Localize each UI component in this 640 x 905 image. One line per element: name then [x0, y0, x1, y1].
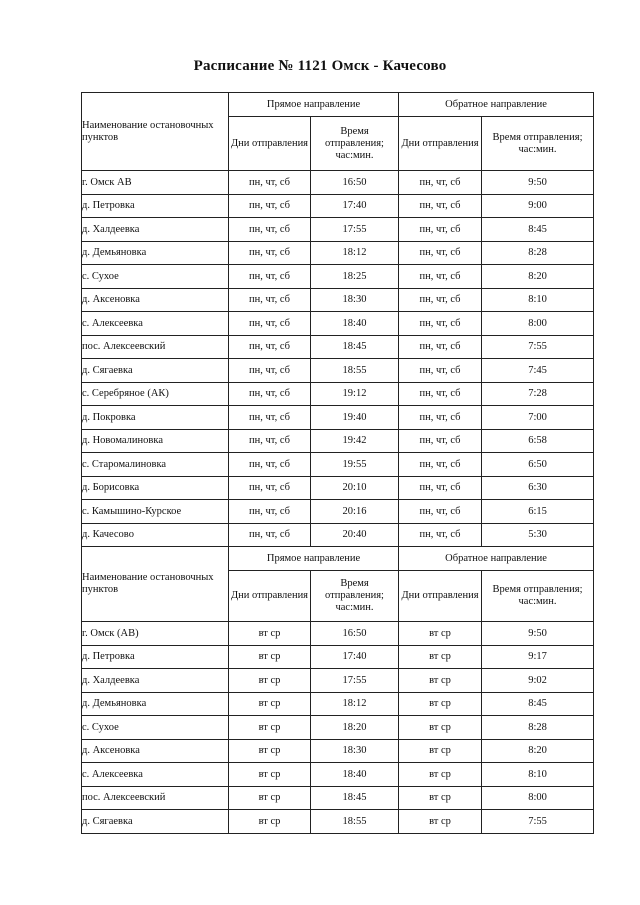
- days-reverse-cell: пн, чт, сб: [399, 476, 482, 500]
- days-reverse-cell: вт ср: [399, 786, 482, 810]
- stop-name-cell: д. Демьяновка: [82, 241, 229, 265]
- stop-name-cell: с. Серебряное (АК): [82, 382, 229, 406]
- time-forward-cell: 18:30: [311, 288, 399, 312]
- time-reverse-cell: 7:28: [482, 382, 594, 406]
- time-reverse-cell: 7:55: [482, 335, 594, 359]
- time-reverse-cell: 5:30: [482, 523, 594, 547]
- table-row: [82, 692, 594, 716]
- days-forward-cell: вт ср: [229, 810, 311, 834]
- table-row: [82, 739, 594, 763]
- days-reverse-cell: пн, чт, сб: [399, 359, 482, 383]
- days-forward-cell: пн, чт, сб: [229, 194, 311, 218]
- days-forward-cell: пн, чт, сб: [229, 171, 311, 195]
- stop-name-cell: с. Алексеевка: [82, 763, 229, 787]
- time-reverse-cell: 8:28: [482, 716, 594, 740]
- header-time-forward: Время отправления; час:мин.: [311, 117, 399, 171]
- stop-name-cell: д. Демьяновка: [82, 692, 229, 716]
- time-forward-cell: 18:25: [311, 265, 399, 289]
- table-row: [82, 335, 594, 359]
- days-forward-cell: вт ср: [229, 763, 311, 787]
- time-reverse-cell: 9:00: [482, 194, 594, 218]
- time-forward-cell: 18:40: [311, 763, 399, 787]
- time-reverse-cell: 7:45: [482, 359, 594, 383]
- time-forward-cell: 16:50: [311, 171, 399, 195]
- days-reverse-cell: пн, чт, сб: [399, 288, 482, 312]
- table-row: [82, 382, 594, 406]
- days-forward-cell: пн, чт, сб: [229, 453, 311, 477]
- stop-name-cell: с. Камышино-Курское: [82, 500, 229, 524]
- schedule-body: [82, 93, 594, 834]
- time-forward-cell: 18:55: [311, 810, 399, 834]
- days-forward-cell: вт ср: [229, 716, 311, 740]
- days-forward-cell: вт ср: [229, 645, 311, 669]
- days-forward-cell: вт ср: [229, 692, 311, 716]
- header-stop-name: Наименование остановочных пунктов: [82, 93, 229, 171]
- days-forward-cell: пн, чт, сб: [229, 288, 311, 312]
- stop-name-cell: с. Алексеевка: [82, 312, 229, 336]
- header-time-reverse-2: Время отправления; час:мин.: [482, 571, 594, 622]
- table-row: [82, 288, 594, 312]
- table-row: [82, 810, 594, 834]
- time-reverse-cell: 8:28: [482, 241, 594, 265]
- days-forward-cell: вт ср: [229, 669, 311, 693]
- table-row: [82, 312, 594, 336]
- header-row-directions: [82, 93, 594, 117]
- table-row: [82, 453, 594, 477]
- header-stop-name-2: Наименование остановочных пунктов: [82, 547, 229, 622]
- time-forward-cell: 19:55: [311, 453, 399, 477]
- days-forward-cell: пн, чт, сб: [229, 359, 311, 383]
- stop-name-cell: д. Качесово: [82, 523, 229, 547]
- days-forward-cell: пн, чт, сб: [229, 476, 311, 500]
- stop-name-cell: д. Аксеновка: [82, 739, 229, 763]
- time-reverse-cell: 7:00: [482, 406, 594, 430]
- table-row: [82, 241, 594, 265]
- time-reverse-cell: 6:30: [482, 476, 594, 500]
- stop-name-cell: с. Сухое: [82, 265, 229, 289]
- header-forward-direction-2: Прямое направление: [229, 547, 399, 571]
- stop-name-cell: д. Сягаевка: [82, 810, 229, 834]
- days-reverse-cell: вт ср: [399, 810, 482, 834]
- time-reverse-cell: 8:10: [482, 763, 594, 787]
- time-reverse-cell: 8:45: [482, 218, 594, 242]
- table-row: [82, 218, 594, 242]
- stop-name-cell: с. Старомалиновка: [82, 453, 229, 477]
- header-time-forward-2: Время отправления; час:мин.: [311, 571, 399, 622]
- time-reverse-cell: 8:20: [482, 739, 594, 763]
- stop-name-cell: д. Сягаевка: [82, 359, 229, 383]
- time-forward-cell: 17:55: [311, 669, 399, 693]
- days-reverse-cell: вт ср: [399, 739, 482, 763]
- time-reverse-cell: 8:00: [482, 786, 594, 810]
- days-forward-cell: пн, чт, сб: [229, 429, 311, 453]
- days-reverse-cell: вт ср: [399, 669, 482, 693]
- header-forward-direction: Прямое направление: [229, 93, 399, 117]
- time-forward-cell: 17:40: [311, 645, 399, 669]
- days-forward-cell: вт ср: [229, 622, 311, 646]
- time-forward-cell: 19:42: [311, 429, 399, 453]
- days-forward-cell: пн, чт, сб: [229, 265, 311, 289]
- time-reverse-cell: 7:55: [482, 810, 594, 834]
- days-reverse-cell: пн, чт, сб: [399, 382, 482, 406]
- time-forward-cell: 20:40: [311, 523, 399, 547]
- table-row: [82, 265, 594, 289]
- days-reverse-cell: вт ср: [399, 763, 482, 787]
- time-forward-cell: 18:55: [311, 359, 399, 383]
- stop-name-cell: д. Петровка: [82, 194, 229, 218]
- days-reverse-cell: пн, чт, сб: [399, 500, 482, 524]
- time-reverse-cell: 8:00: [482, 312, 594, 336]
- header-reverse-direction-2: Обратное направление: [399, 547, 594, 571]
- table-row: [82, 786, 594, 810]
- days-reverse-cell: пн, чт, сб: [399, 171, 482, 195]
- time-forward-cell: 18:12: [311, 692, 399, 716]
- time-reverse-cell: 9:17: [482, 645, 594, 669]
- days-reverse-cell: пн, чт, сб: [399, 429, 482, 453]
- table-row: [82, 622, 594, 646]
- stop-name-cell: д. Петровка: [82, 645, 229, 669]
- stop-name-cell: г. Омск АВ: [82, 171, 229, 195]
- table-row: [82, 645, 594, 669]
- days-forward-cell: пн, чт, сб: [229, 218, 311, 242]
- time-reverse-cell: 8:10: [482, 288, 594, 312]
- table-row: [82, 763, 594, 787]
- stop-name-cell: д. Халдеевка: [82, 669, 229, 693]
- time-reverse-cell: 6:50: [482, 453, 594, 477]
- days-reverse-cell: пн, чт, сб: [399, 312, 482, 336]
- days-reverse-cell: вт ср: [399, 645, 482, 669]
- stop-name-cell: пос. Алексеевский: [82, 335, 229, 359]
- days-forward-cell: вт ср: [229, 739, 311, 763]
- stop-name-cell: с. Сухое: [82, 716, 229, 740]
- schedule-table: [81, 92, 594, 834]
- stop-name-cell: д. Аксеновка: [82, 288, 229, 312]
- time-reverse-cell: 6:58: [482, 429, 594, 453]
- time-forward-cell: 20:16: [311, 500, 399, 524]
- header-row-directions-2: [82, 547, 594, 571]
- days-reverse-cell: пн, чт, сб: [399, 241, 482, 265]
- days-reverse-cell: вт ср: [399, 692, 482, 716]
- stop-name-cell: д. Новомалиновка: [82, 429, 229, 453]
- table-row: [82, 194, 594, 218]
- stop-name-cell: д. Покровка: [82, 406, 229, 430]
- table-row: [82, 476, 594, 500]
- days-forward-cell: пн, чт, сб: [229, 241, 311, 265]
- time-reverse-cell: 6:15: [482, 500, 594, 524]
- time-forward-cell: 18:40: [311, 312, 399, 336]
- table-row: [82, 406, 594, 430]
- header-days-forward-2: Дни отправления: [229, 571, 311, 622]
- days-forward-cell: вт ср: [229, 786, 311, 810]
- days-reverse-cell: вт ср: [399, 622, 482, 646]
- time-forward-cell: 19:12: [311, 382, 399, 406]
- time-forward-cell: 17:55: [311, 218, 399, 242]
- time-forward-cell: 18:45: [311, 786, 399, 810]
- time-forward-cell: 18:20: [311, 716, 399, 740]
- days-forward-cell: пн, чт, сб: [229, 382, 311, 406]
- days-reverse-cell: пн, чт, сб: [399, 523, 482, 547]
- stop-name-cell: д. Халдеевка: [82, 218, 229, 242]
- stop-name-cell: пос. Алексеевский: [82, 786, 229, 810]
- table-row: [82, 429, 594, 453]
- table-row: [82, 500, 594, 524]
- time-reverse-cell: 9:02: [482, 669, 594, 693]
- table-row: [82, 359, 594, 383]
- days-reverse-cell: пн, чт, сб: [399, 194, 482, 218]
- header-days-reverse-2: Дни отправления: [399, 571, 482, 622]
- schedule-title: Расписание № 1121 Омск - Качесово: [193, 58, 447, 74]
- time-reverse-cell: 9:50: [482, 171, 594, 195]
- time-reverse-cell: 9:50: [482, 622, 594, 646]
- stop-name-cell: г. Омск (АВ): [82, 622, 229, 646]
- time-forward-cell: 17:40: [311, 194, 399, 218]
- days-forward-cell: пн, чт, сб: [229, 335, 311, 359]
- time-forward-cell: 18:45: [311, 335, 399, 359]
- days-forward-cell: пн, чт, сб: [229, 406, 311, 430]
- days-reverse-cell: пн, чт, сб: [399, 265, 482, 289]
- days-forward-cell: пн, чт, сб: [229, 500, 311, 524]
- time-forward-cell: 18:12: [311, 241, 399, 265]
- stop-name-cell: д. Борисовка: [82, 476, 229, 500]
- time-reverse-cell: 8:20: [482, 265, 594, 289]
- table-row: [82, 716, 594, 740]
- header-reverse-direction: Обратное направление: [399, 93, 594, 117]
- time-forward-cell: 16:50: [311, 622, 399, 646]
- table-row: [82, 669, 594, 693]
- days-reverse-cell: вт ср: [399, 716, 482, 740]
- time-forward-cell: 20:10: [311, 476, 399, 500]
- table-row: [82, 171, 594, 195]
- time-forward-cell: 18:30: [311, 739, 399, 763]
- days-reverse-cell: пн, чт, сб: [399, 335, 482, 359]
- table-row: [82, 523, 594, 547]
- header-time-reverse: Время отправления; час:мин.: [482, 117, 594, 171]
- time-forward-cell: 19:40: [311, 406, 399, 430]
- time-reverse-cell: 8:45: [482, 692, 594, 716]
- header-days-reverse: Дни отправления: [399, 117, 482, 171]
- days-forward-cell: пн, чт, сб: [229, 312, 311, 336]
- header-days-forward: Дни отправления: [229, 117, 311, 171]
- days-reverse-cell: пн, чт, сб: [399, 218, 482, 242]
- days-reverse-cell: пн, чт, сб: [399, 406, 482, 430]
- days-reverse-cell: пн, чт, сб: [399, 453, 482, 477]
- days-forward-cell: пн, чт, сб: [229, 523, 311, 547]
